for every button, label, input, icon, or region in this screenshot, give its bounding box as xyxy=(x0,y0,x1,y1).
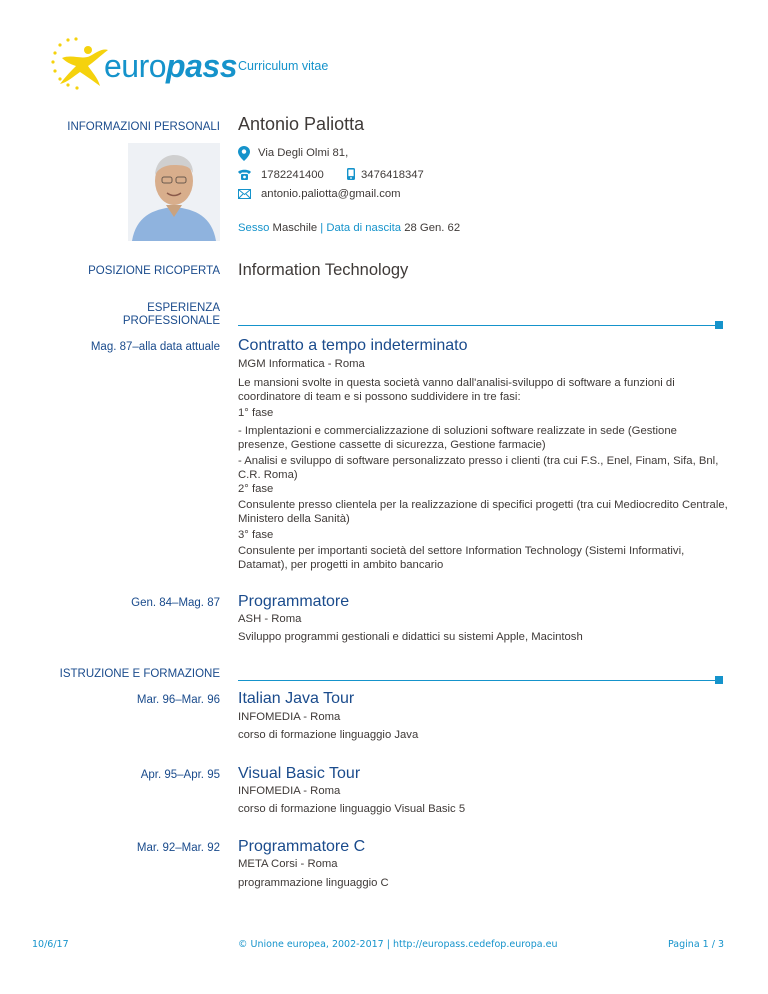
position-title: Information Technology xyxy=(238,261,409,279)
candidate-name: Antonio Paliotta xyxy=(238,114,365,134)
section-label-experience xyxy=(20,302,220,328)
job-1-title: Contratto a tempo indeterminato xyxy=(238,337,468,354)
edu-3-dates: Mar. 92–Mar. 92 xyxy=(136,842,220,854)
section-label-experience-line1: ESPERIENZA xyxy=(147,302,220,314)
footer-copyright[interactable]: © Unione europea, 2002-2017 | http://europass.cedefop.europa.eu xyxy=(238,939,558,950)
job-2-dates: Gen. 84–Mag. 87 xyxy=(131,597,220,609)
job-1-paragraph: - Implentazioni e commercializzazione di soluzioni software realizzate in sede (Gestione presenze, Gestione cassette di sicurezza, Gestione farmacie) xyxy=(238,425,677,451)
section-label-education: ISTRUZIONE E FORMAZIONE xyxy=(59,668,220,680)
job-1-paragraph: - Analisi e sviluppo di software personalizzato presso i clienti (tra cui F.S., Enel, Finam, Sifa, Bnl, C.R. Roma) xyxy=(238,455,719,481)
job-1-paragraph: 3° fase xyxy=(238,529,274,541)
mobile-phone-icon xyxy=(347,168,355,180)
personal-details-line xyxy=(238,221,460,235)
job-1-paragraph: 1° fase xyxy=(238,407,274,419)
candidate-photo xyxy=(128,143,220,241)
sex-label: Sesso xyxy=(238,222,270,234)
logo-text-pass: pass xyxy=(166,48,237,84)
job-2-title: Programmatore xyxy=(238,593,350,610)
edu-2-org: INFOMEDIA - Roma xyxy=(238,785,341,797)
job-2-company: ASH - Roma xyxy=(238,613,302,625)
doc-type-title: Curriculum vitae xyxy=(238,59,329,73)
edu-1-desc: corso di formazione linguaggio Java xyxy=(238,729,419,741)
phone-text: 1782241400 xyxy=(261,169,324,181)
section-label-personal: INFORMAZIONI PERSONALI xyxy=(67,121,220,133)
section-label-position: POSIZIONE RICOPERTA xyxy=(88,265,220,277)
job-1-paragraph: Consulente per importanti società del settore Information Technology (Sistemi Informativi, Datamat), per progetti in ambito bancario xyxy=(238,545,685,571)
edu-1-dates: Mar. 96–Mar. 96 xyxy=(136,694,220,706)
job-1-dates: Mag. 87–alla data attuale xyxy=(90,341,220,353)
phone-row xyxy=(238,168,538,182)
job-1-paragraph: Consulente presso clientela per la realizzazione di specifici progetti (tra cui Mediocredito Centrale, Ministero della Sanità) xyxy=(238,499,728,525)
email-text[interactable]: antonio.paliotta@gmail.com xyxy=(261,188,401,200)
edu-1-title: Italian Java Tour xyxy=(238,690,355,707)
section-label-experience-line2: PROFESSIONALE xyxy=(122,315,220,327)
birth-value: 28 Gen. 62 xyxy=(404,222,461,234)
footer-date: 10/6/17 xyxy=(32,939,69,950)
telephone-icon xyxy=(238,169,251,180)
edu-2-title: Visual Basic Tour xyxy=(238,765,361,782)
job-1-company: MGM Informatica - Roma xyxy=(238,358,365,370)
edu-2-dates: Apr. 95–Apr. 95 xyxy=(140,769,220,781)
edu-3-org: META Corsi - Roma xyxy=(238,858,338,870)
job-1-paragraph: Le mansioni svolte in questa società vanno dall'analisi-sviluppo di software a funzioni di coordinatore di team e si possono suddividere in tre fasi: xyxy=(238,377,675,403)
email-row xyxy=(238,187,538,201)
separator: | xyxy=(320,222,324,234)
footer-page-number: Pagina 1 / 3 xyxy=(668,939,724,950)
job-1-paragraph: 2° fase xyxy=(238,483,274,495)
map-pin-icon xyxy=(238,146,250,161)
envelope-icon xyxy=(238,189,251,199)
logo-text-euro: euro xyxy=(104,48,167,84)
edu-2-desc: corso di formazione linguaggio Visual Basic 5 xyxy=(238,803,466,815)
section-divider-experience xyxy=(238,325,715,326)
address-text: Via Degli Olmi 81, xyxy=(258,147,349,159)
europass-star-figure-icon xyxy=(48,36,110,94)
edu-3-title: Programmatore C xyxy=(238,838,366,855)
job-2-paragraph: Sviluppo programmi gestionali e didattici su sistemi Apple, Macintosh xyxy=(238,631,583,643)
mobile-text: 3476418347 xyxy=(361,169,424,181)
edu-1-org: INFOMEDIA - Roma xyxy=(238,711,341,723)
edu-3-desc: programmazione linguaggio C xyxy=(238,877,389,889)
section-divider-square xyxy=(715,676,723,684)
section-divider-education xyxy=(238,680,715,681)
sex-value: Maschile xyxy=(272,222,318,234)
europass-logo xyxy=(48,36,237,96)
birth-label: Data di nascita xyxy=(326,222,402,234)
section-divider-square xyxy=(715,321,723,329)
